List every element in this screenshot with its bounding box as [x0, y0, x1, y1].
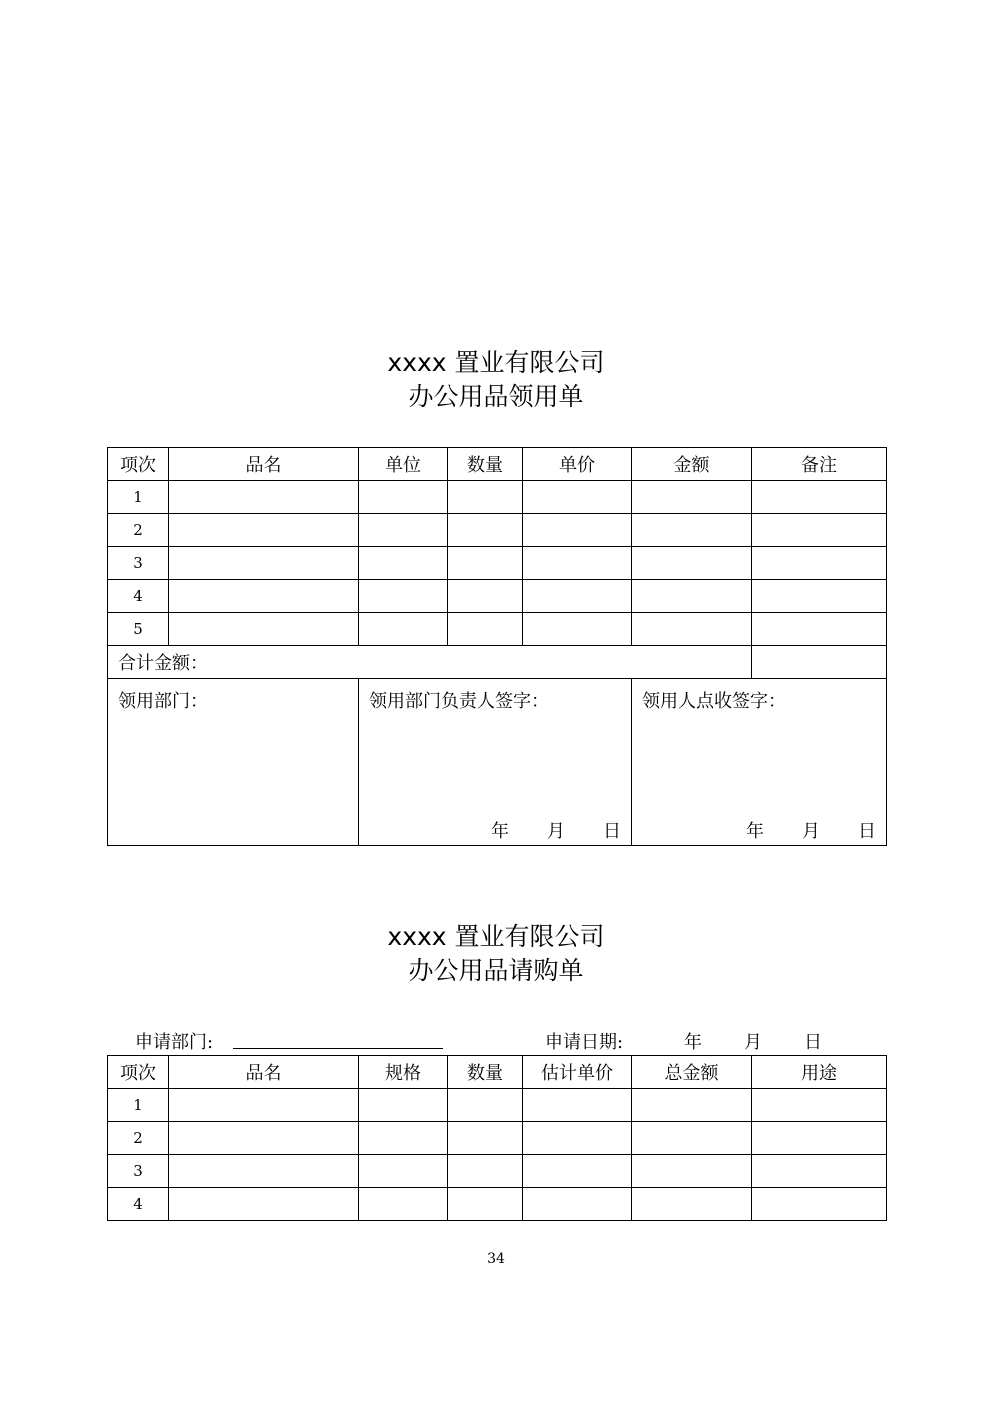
form1-title: 办公用品领用单 — [408, 382, 584, 411]
table-row — [108, 481, 887, 514]
remarks-cell[interactable] — [752, 481, 887, 514]
amount-cell[interactable] — [632, 547, 752, 580]
header-cell: 项次 — [108, 448, 169, 481]
amount-cell[interactable] — [632, 613, 752, 646]
item-name-cell[interactable] — [169, 580, 359, 613]
item-name-cell[interactable] — [169, 1089, 359, 1122]
department-cell[interactable] — [108, 679, 359, 846]
estimated-price-cell[interactable] — [523, 1188, 632, 1221]
item-name-cell[interactable] — [169, 547, 359, 580]
total-amount-cell[interactable] — [632, 1122, 752, 1155]
dept-head-signature-label: 领用部门负责人签字： — [369, 691, 549, 712]
amount-cell[interactable] — [632, 580, 752, 613]
unit-cell[interactable] — [359, 580, 448, 613]
table-row — [108, 613, 887, 646]
row-number: 4 — [108, 580, 169, 613]
total-amount-cell[interactable] — [632, 1188, 752, 1221]
header-cell: 品名 — [169, 448, 359, 481]
header-cell: 数量 — [448, 1056, 523, 1089]
quantity-cell[interactable] — [448, 547, 523, 580]
form2-company-name: xxxx 置业有限公司 — [387, 922, 605, 951]
total-amount-cell[interactable] — [632, 1089, 752, 1122]
total-row — [108, 646, 887, 679]
date-year: 年 — [746, 821, 764, 842]
quantity-cell[interactable] — [448, 613, 523, 646]
form1-company-name: xxxx 置业有限公司 — [387, 348, 605, 377]
estimated-price-cell[interactable] — [523, 1122, 632, 1155]
estimated-price-cell[interactable] — [523, 1155, 632, 1188]
department-label: 领用部门： — [118, 691, 208, 712]
quantity-cell[interactable] — [448, 514, 523, 547]
row-number: 2 — [108, 514, 169, 547]
apply-department-field[interactable] — [233, 1048, 443, 1049]
apply-date-month: 月 — [744, 1032, 762, 1053]
table-row — [108, 1155, 887, 1188]
apply-date-day: 日 — [804, 1032, 822, 1053]
unit-price-cell[interactable] — [523, 547, 632, 580]
remarks-cell[interactable] — [752, 547, 887, 580]
header-cell: 备注 — [752, 448, 887, 481]
quantity-cell[interactable] — [448, 1188, 523, 1221]
signature-date — [746, 817, 876, 843]
quantity-cell[interactable] — [448, 1122, 523, 1155]
total-amount-cell[interactable] — [632, 1155, 752, 1188]
total-amount-label: 合计金额： — [108, 646, 752, 679]
unit-price-cell[interactable] — [523, 481, 632, 514]
quantity-cell[interactable] — [448, 1155, 523, 1188]
header-cell: 金额 — [632, 448, 752, 481]
table-row — [108, 514, 887, 547]
date-day: 日 — [858, 821, 876, 842]
item-name-cell[interactable] — [169, 481, 359, 514]
remarks-cell[interactable] — [752, 580, 887, 613]
dept-head-signature-cell[interactable] — [359, 679, 632, 846]
item-name-cell[interactable] — [169, 1122, 359, 1155]
row-number: 2 — [108, 1122, 169, 1155]
form2-title: 办公用品请购单 — [408, 956, 584, 985]
header-cell: 项次 — [108, 1056, 169, 1089]
header-cell: 总金额 — [632, 1056, 752, 1089]
row-number: 3 — [108, 547, 169, 580]
quantity-cell[interactable] — [448, 580, 523, 613]
page-number: 34 — [487, 1251, 505, 1267]
table-header-row — [108, 448, 887, 481]
unit-cell[interactable] — [359, 547, 448, 580]
unit-cell[interactable] — [359, 514, 448, 547]
receiver-signature-cell[interactable] — [632, 679, 887, 846]
receiver-signature-label: 领用人点收签字： — [642, 691, 786, 712]
quantity-cell[interactable] — [448, 1089, 523, 1122]
remarks-cell[interactable] — [752, 514, 887, 547]
header-cell: 单位 — [359, 448, 448, 481]
row-number: 1 — [108, 1089, 169, 1122]
spec-cell[interactable] — [359, 1122, 448, 1155]
header-cell: 估计单价 — [523, 1056, 632, 1089]
total-amount-cell[interactable] — [752, 646, 887, 679]
table-row — [108, 1122, 887, 1155]
row-number: 1 — [108, 481, 169, 514]
unit-price-cell[interactable] — [523, 613, 632, 646]
purchase-request-table — [107, 1055, 887, 1221]
item-name-cell[interactable] — [169, 514, 359, 547]
table-row — [108, 1188, 887, 1221]
purpose-cell[interactable] — [752, 1122, 887, 1155]
amount-cell[interactable] — [632, 481, 752, 514]
spec-cell[interactable] — [359, 1155, 448, 1188]
table-row — [108, 580, 887, 613]
unit-price-cell[interactable] — [523, 514, 632, 547]
table-row — [108, 1089, 887, 1122]
apply-date-label: 申请日期: — [545, 1032, 624, 1053]
row-number: 3 — [108, 1155, 169, 1188]
table-header-row — [108, 1056, 887, 1089]
row-number: 4 — [108, 1188, 169, 1221]
estimated-price-cell[interactable] — [523, 1089, 632, 1122]
spec-cell[interactable] — [359, 1188, 448, 1221]
table-row — [108, 547, 887, 580]
purpose-cell[interactable] — [752, 1089, 887, 1122]
spec-cell[interactable] — [359, 1089, 448, 1122]
unit-cell[interactable] — [359, 613, 448, 646]
item-name-cell[interactable] — [169, 613, 359, 646]
date-month: 月 — [802, 821, 820, 842]
requisition-table — [107, 447, 887, 846]
date-year: 年 — [491, 821, 509, 842]
header-cell: 用途 — [752, 1056, 887, 1089]
signature-date — [491, 817, 621, 843]
quantity-cell[interactable] — [448, 481, 523, 514]
purpose-cell[interactable] — [752, 1155, 887, 1188]
unit-price-cell[interactable] — [523, 580, 632, 613]
unit-cell[interactable] — [359, 481, 448, 514]
header-cell: 品名 — [169, 1056, 359, 1089]
header-cell: 数量 — [448, 448, 523, 481]
remarks-cell[interactable] — [752, 613, 887, 646]
apply-department-label: 申请部门: — [135, 1032, 214, 1053]
apply-date-year: 年 — [684, 1032, 702, 1053]
purpose-cell[interactable] — [752, 1188, 887, 1221]
item-name-cell[interactable] — [169, 1188, 359, 1221]
item-name-cell[interactable] — [169, 1155, 359, 1188]
header-cell: 规格 — [359, 1056, 448, 1089]
header-cell: 单价 — [523, 448, 632, 481]
date-month: 月 — [547, 821, 565, 842]
amount-cell[interactable] — [632, 514, 752, 547]
date-day: 日 — [603, 821, 621, 842]
signature-row — [108, 679, 887, 846]
row-number: 5 — [108, 613, 169, 646]
